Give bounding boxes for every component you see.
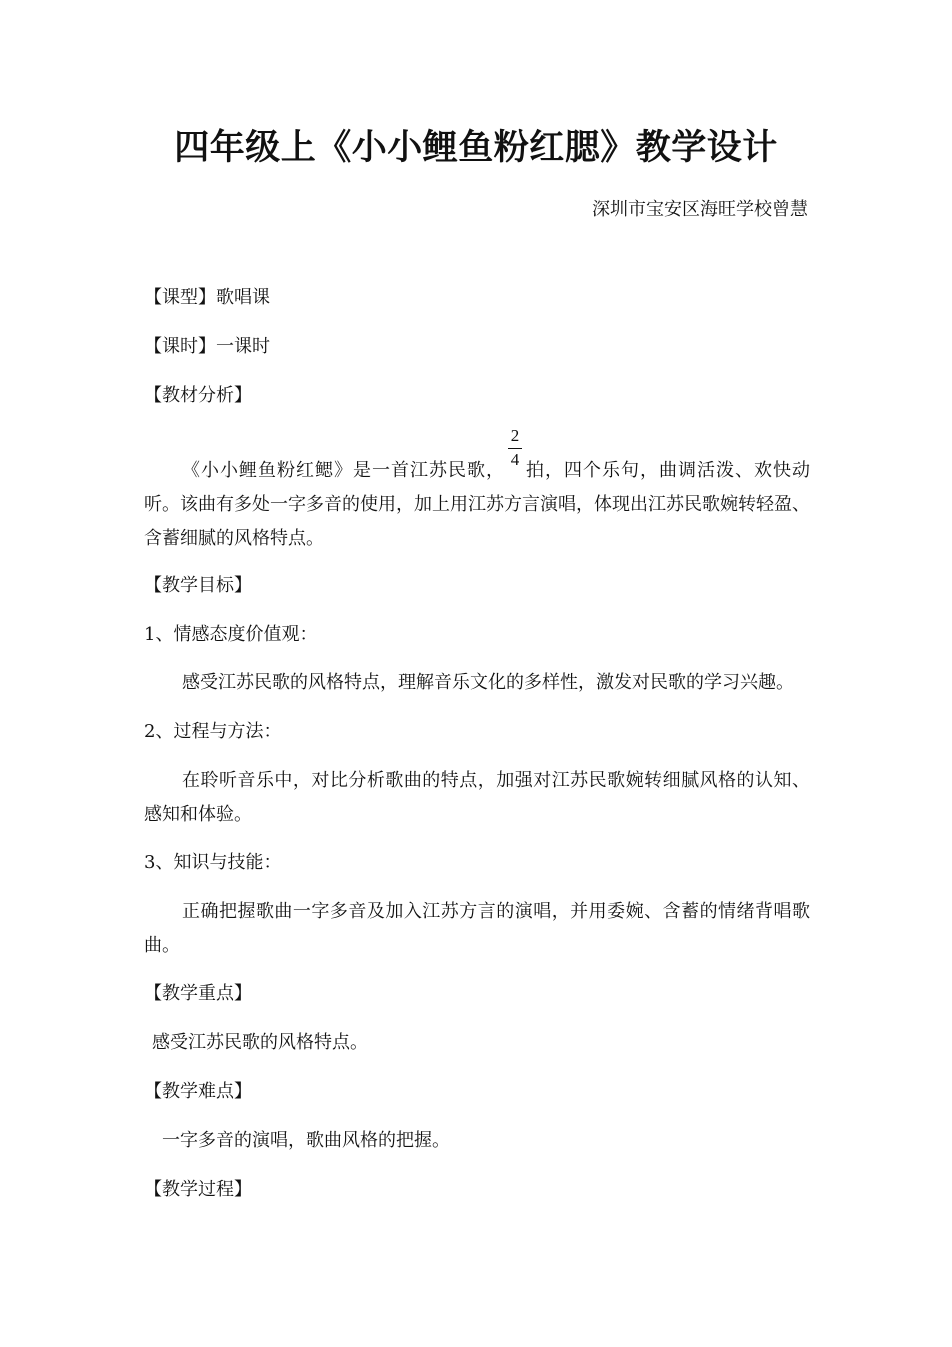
difficulty-heading: 【教学难点】 [144,1081,252,1102]
goal1-label [144,618,810,652]
goal3-number: 3 [144,852,156,873]
goal1-text: 感受江苏民歌的风格特点，理解音乐文化的多样性，激发对民歌的学习兴趣。 [182,672,794,693]
time-signature [508,426,522,476]
goal3-label-text: 、知识与技能： [155,852,282,873]
lesson-time: 【课时】一课时 [144,336,270,357]
key-text: 感受江苏民歌的风格特点。 [152,1032,368,1053]
author-line: 深圳市宝安区海旺学校曾慧 [592,199,808,220]
goal2-label [144,715,810,749]
goals-heading: 【教学目标】 [144,575,252,596]
time-signature-denominator: 4 [510,450,520,469]
goal2-number: 2 [144,721,156,742]
goal1-label-text: 、情感态度价值观： [155,624,318,645]
time-signature-numerator: 2 [510,426,520,445]
goal2-text: 在聆听音乐中，对比分析歌曲的特点，加强对江苏民歌婉转细腻风格的认知、感知和体验。 [144,770,810,825]
lesson-type: 【课型】歌唱课 [144,287,270,308]
goal1-number: 1 [144,624,156,645]
analysis-heading: 【教材分析】 [144,385,252,406]
goal3-text: 正确把握歌曲一字多音及加入江苏方言的演唱，并用委婉、含蓄的情绪背唱歌曲。 [144,901,810,956]
document-title: 四年级上《小小鲤鱼粉红腮》教学设计 [174,128,778,168]
goal2-label-text: 、过程与方法： [155,721,282,742]
process-heading: 【教学过程】 [144,1179,252,1200]
fraction-bar [508,448,522,449]
analysis-text-part2: 拍，四个乐句，曲调活泼、欢快动听。该曲有多处一字多音的使用，加上用江苏方言演唱，体现出江苏民歌婉转轻盈、含蓄细腻的风格特点。 [144,460,810,549]
analysis-paragraph [144,426,810,556]
goal3-label [144,846,810,880]
key-heading: 【教学重点】 [144,983,252,1004]
difficulty-text: 一字多音的演唱，歌曲风格的把握。 [162,1130,450,1151]
analysis-text-part1: 《小小鲤鱼粉红鳃》是一首江苏民歌， [182,460,505,481]
